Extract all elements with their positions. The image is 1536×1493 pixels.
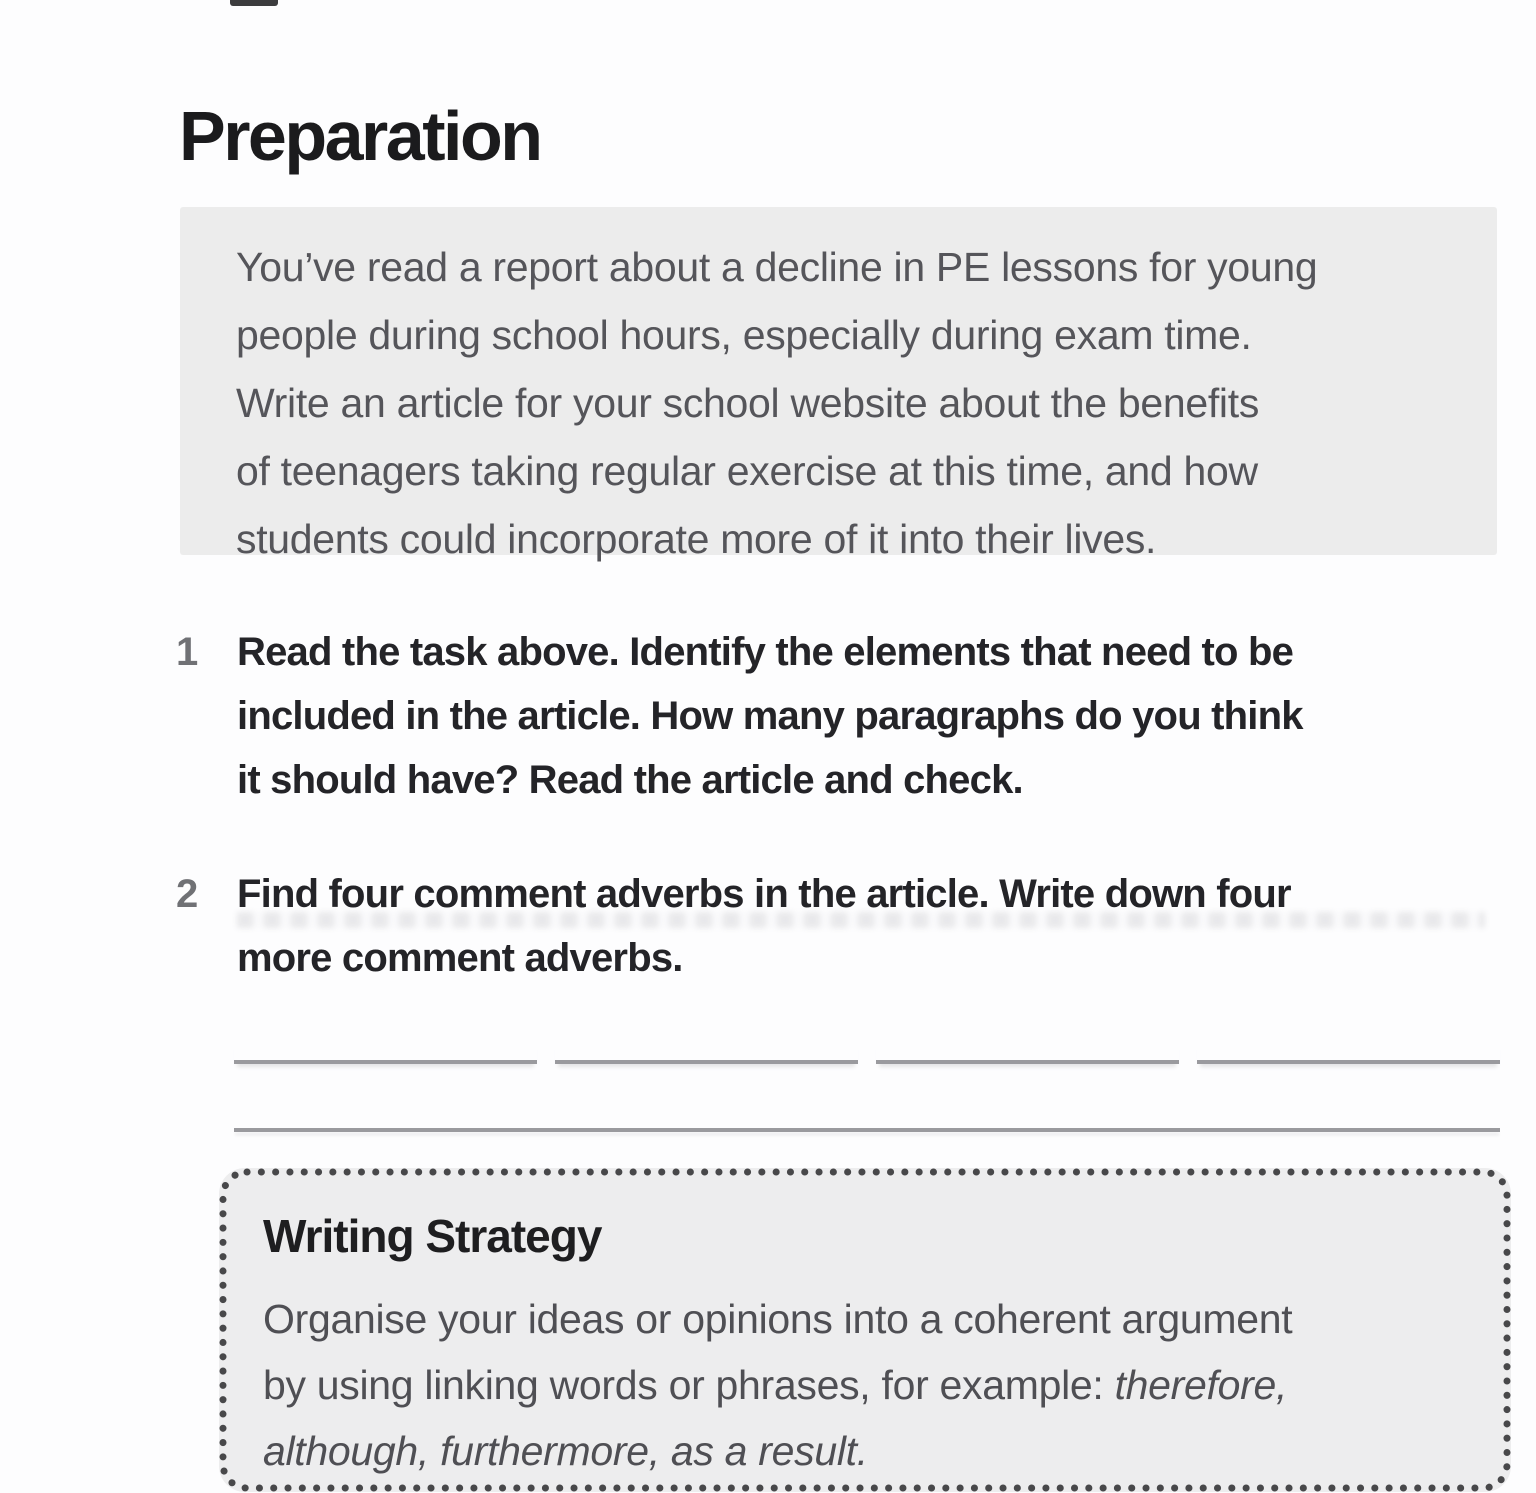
task-box — [180, 207, 1497, 562]
writing-strategy-line: Organise your ideas or opinions into a coherent argument — [263, 1296, 1293, 1342]
exercise-number: 2 — [176, 872, 198, 916]
print-bleed-artifact — [237, 912, 1485, 928]
strategy-example-italic: although, furthermore, as a result. — [263, 1428, 868, 1474]
answer-blank-long — [234, 1128, 1500, 1132]
task-box-line: Write an article for your school website about the benefits — [236, 380, 1260, 426]
task-box-line: You’ve read a report about a decline in PE lessons for young — [236, 244, 1318, 290]
writing-strategy-content — [263, 1206, 1481, 1484]
writing-strategy-line — [263, 1418, 1481, 1484]
answer-blank — [555, 1040, 858, 1064]
answer-blank — [1197, 1040, 1500, 1064]
task-box-line: students could incorporate more of it into their lives. — [236, 516, 1157, 562]
exercise-text-line: Find four comment adverbs in the article. Write down four — [237, 872, 1291, 916]
exercise-number: 1 — [176, 630, 198, 674]
strategy-text-normal: by using linking words or phrases, for example: — [263, 1362, 1115, 1408]
strategy-example-italic: therefore, — [1114, 1362, 1288, 1408]
answer-blank-row — [234, 1040, 1500, 1064]
writing-strategy-line — [263, 1352, 1481, 1418]
exercise-item-1 — [176, 620, 1303, 812]
task-box-line: of teenagers taking regular exercise at this time, and how — [236, 448, 1258, 494]
writing-strategy-box — [219, 1168, 1511, 1492]
exercise-text — [237, 620, 1303, 812]
page-edge-artifact — [230, 0, 278, 6]
exercise-text-line: it should have? Read the article and check. — [237, 758, 1023, 802]
exercise-text-line: more comment adverbs. — [237, 936, 683, 980]
answer-blank — [876, 1040, 1179, 1064]
writing-strategy-title: Writing Strategy — [263, 1210, 602, 1262]
task-box-line: people during school hours, especially during exam time. — [236, 312, 1252, 358]
exercise-text-line: included in the article. How many paragraphs do you think — [237, 694, 1303, 738]
answer-blank — [234, 1040, 537, 1064]
exercise-text-line: Read the task above. Identify the elements that need to be — [237, 630, 1294, 674]
page-title: Preparation — [179, 97, 541, 175]
